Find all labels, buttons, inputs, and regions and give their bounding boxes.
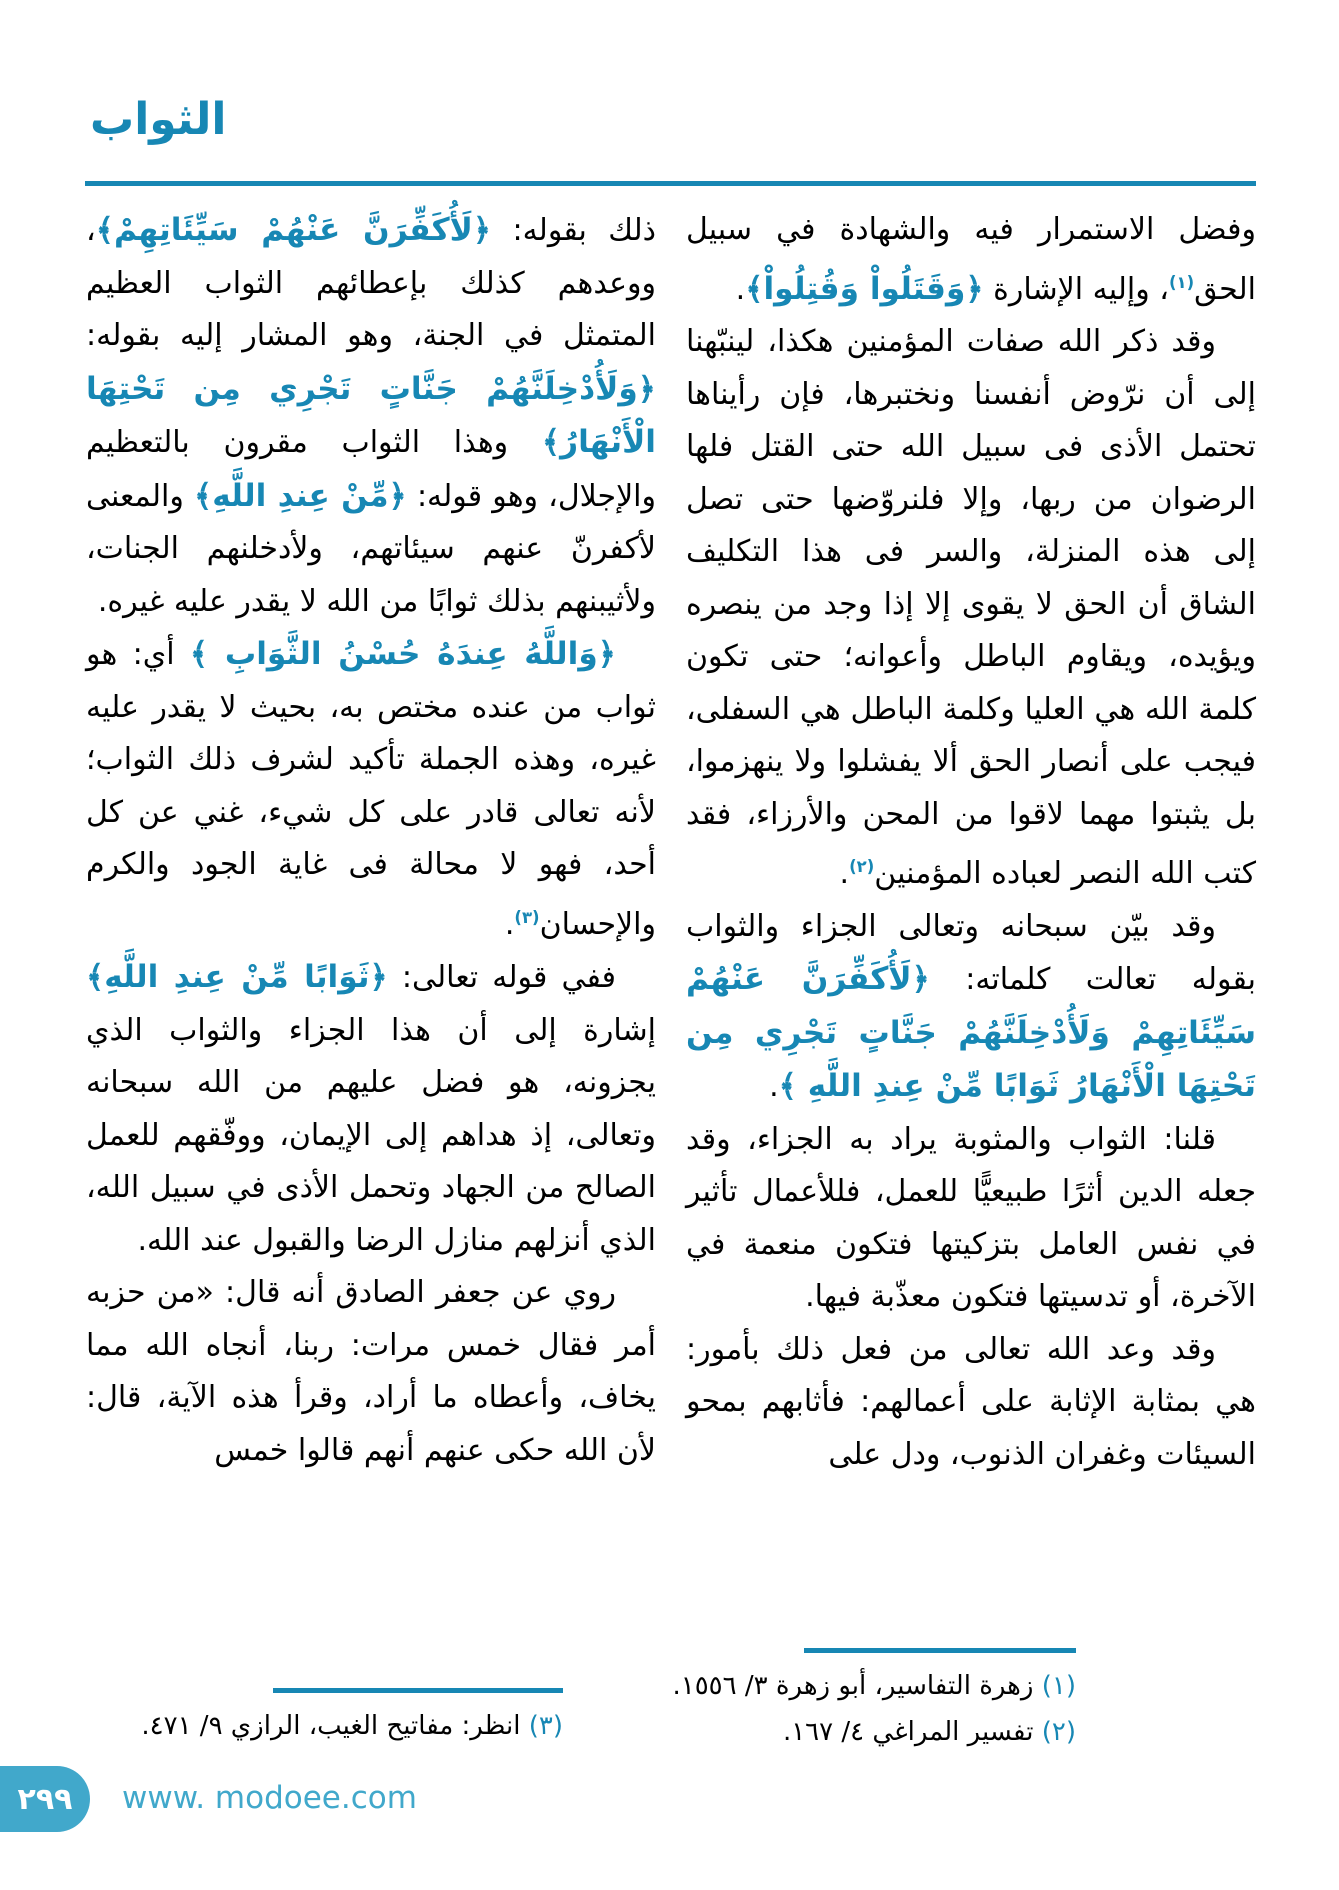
column-left-body: [86, 204, 656, 1477]
footnote-number: (٣): [528, 1711, 563, 1741]
footnote-text: زهرة التفاسير، أبو زهرة ٣/ ١٥٥٦.: [672, 1671, 1042, 1701]
footnote-text: انظر: مفاتيح الغيب، الرازي ٩/ ٤٧١.: [141, 1711, 529, 1741]
text-run: وقد ذكر الله صفات المؤمنين هكذا، لينبّهنا إلى أن نرّوض أنفسنا ونختبرها، فإن رأيناها تحتمل الأذى فى سبيل الله حتى القتل فلها الرضوان من ربها، وإلا فلنروّضها حتى تصل إلى هذه المنزلة، والسر فى هذا التكليف الشاق أن الحق لا يقوى إلا إذا وجد من ينصره ويؤيده، ويقاوم الباطل وأعوانه؛ حتى تكون كلمة الله هي العليا وكلمة الباطل هي السفلى، فيجب على أنصار الحق ألا يفشلوا ولا ينهزموا، بل يثبتوا مهما لاقوا من المحن والأرزاء، فقد كتب الله النصر لعباده المؤمنين: [686, 324, 1256, 891]
text-run: ، وإليه الإشارة: [983, 271, 1169, 307]
text-run: وقد بيّن سبحانه وتعالى الجزاء والثواب بقوله تعالت كلماته:: [686, 908, 1256, 997]
quran-verse: ﴿وَلَأُدْخِلَنَّهُمْ جَنَّاتٍ تَجْرِي مِن تَحْتِهَا الْأَنْهَارُ﴾: [86, 370, 656, 460]
footnote-list: [636, 1663, 1076, 1755]
text-run: .: [504, 906, 515, 942]
page-title: الثواب: [90, 94, 227, 145]
column-right-footnotes: [636, 1648, 1076, 1755]
quran-verse: ﴿لَأُكَفِّرَنَّ عَنْهُمْ سَيِّئَاتِهِمْ﴾: [95, 212, 492, 248]
footnote-item: [88, 1703, 563, 1749]
text-run: روي عن جعفر الصادق أنه قال: «من حزبه أمر فقال خمس مرات: ربنا، أنجاه الله مما يخاف، وأعطاه ما أراد، وقرأ هذه الآية، قال: لأن الله حكى عنهم أنهم قالوا خمس: [86, 1275, 656, 1468]
paragraph: [86, 1267, 656, 1477]
quran-verse: ﴿ثَوَابًا مِّنْ عِندِ اللَّهِ﴾: [86, 959, 388, 995]
content-columns: [85, 204, 1256, 1780]
text-run: ذلك بقوله:: [491, 213, 656, 248]
footnote-number: (١): [1041, 1671, 1076, 1701]
footnote-item: [636, 1663, 1076, 1709]
paragraph: [686, 1324, 1256, 1482]
page-number-badge: [0, 1766, 90, 1832]
text-run: إشارة إلى أن هذا الجزاء والثواب الذي يجزونه، هو فضل عليهم من الله سبحانه وتعالى، إذ هداهم إلى الإيمان، ووفّقهم للعمل الصالح من الجهاد وتحمل الأذى في سبيل الله، الذي أنزلهم منازل الرضا والقبول عند الله.: [86, 1012, 656, 1258]
footnote-separator: [804, 1648, 1076, 1653]
quran-verse: ﴿وَاللَّهُ عِندَهُ حُسْنُ الثَّوَابِ ﴾: [189, 636, 616, 672]
text-run: قلنا: الثواب والمثوبة يراد به الجزاء، وقد جعله الدين أثرًا طبيعيًّا للعمل، فللأعمال تأثير في نفس العامل بتزكيتها فتكون منعمة في الآخرة، أو تدسيتها فتكون معذّبة فيها.: [686, 1121, 1256, 1314]
quran-verse: ﴿وَقَتَلُواْ وَقُتِلُواْ﴾: [745, 270, 984, 307]
text-run: .: [735, 271, 746, 307]
column-left: [86, 204, 656, 1780]
column-right-body: [686, 204, 1256, 1481]
text-run: والمعنى لأكفرنّ عنهم سيئاتهم، ولأدخلنهم الجنات، ولأثيبنهم بذلك ثوابًا من الله لا يقدر عليه غيره.: [86, 478, 656, 619]
column-left-footnotes: [88, 1688, 563, 1749]
footnote-number: (٢): [1041, 1717, 1076, 1747]
paragraph: [686, 316, 1256, 901]
text-run: وهذا الثواب مقرون بالتعظيم والإجلال، وهو قوله:: [86, 425, 657, 514]
page-number: ٢٩٩: [17, 1781, 73, 1817]
text-run: وفضل الاستمرار فيه والشهادة في سبيل الحق: [686, 212, 1256, 307]
footnote-list: [88, 1703, 563, 1749]
text-run: وقد وعد الله تعالى من فعل ذلك بأمور: هي بمثابة الإثابة على أعمالهم: فأثابهم بمحو السيئات وغفران الذنوب، ودل على: [686, 1331, 1256, 1472]
paragraph: [86, 951, 656, 1267]
paragraph: [686, 901, 1256, 1114]
paragraph: [86, 204, 656, 628]
text-run: .: [769, 1069, 779, 1104]
website-url: www. modoee.com: [122, 1780, 417, 1816]
header-rule: [85, 181, 1256, 186]
text-run: أي: هو ثواب من عنده مختص به، بحيث لا يقدر عليه غيره، وهذه الجملة تأكيد لشرف ذلك الثواب؛ لأنه تعالى قادر على كل شيء، غني عن كل أحد، فهو لا محالة فى غاية الجود والكرم والإحسان: [86, 637, 656, 942]
quran-verse: ﴿مِّنْ عِندِ اللَّهِ﴾: [193, 477, 407, 514]
footnote-ref: (١): [1168, 272, 1195, 292]
footnote-ref: (٢): [849, 857, 875, 876]
quran-verse: ﴿لَأُكَفِّرَنَّ عَنْهُمْ سَيِّئَاتِهِمْ وَلَأُدْخِلَنَّهُمْ جَنَّاتٍ تَجْرِي مِن تَحْتِهَا الْأَنْهَارُ ثَوَابًا مِّنْ عِندِ اللَّهِ ﴾: [686, 961, 1256, 1104]
paragraph: [686, 1114, 1256, 1324]
footnote-text: تفسير المراغي ٤/ ١٦٧.: [782, 1717, 1042, 1747]
paragraph: [86, 628, 656, 951]
column-right: [672, 204, 1256, 1780]
text-run: .: [839, 856, 850, 891]
footnote-ref: (٣): [514, 907, 540, 927]
text-run: ففي قوله تعالى:: [387, 960, 616, 995]
paragraph: [686, 204, 1256, 316]
footnote-separator: [273, 1688, 563, 1693]
text-run: ، ووعدهم كذلك بإعطائهم الثواب العظيم المتمثل في الجنة، وهو المشار إليه بقوله:: [86, 213, 656, 353]
footnote-item: [636, 1709, 1076, 1755]
